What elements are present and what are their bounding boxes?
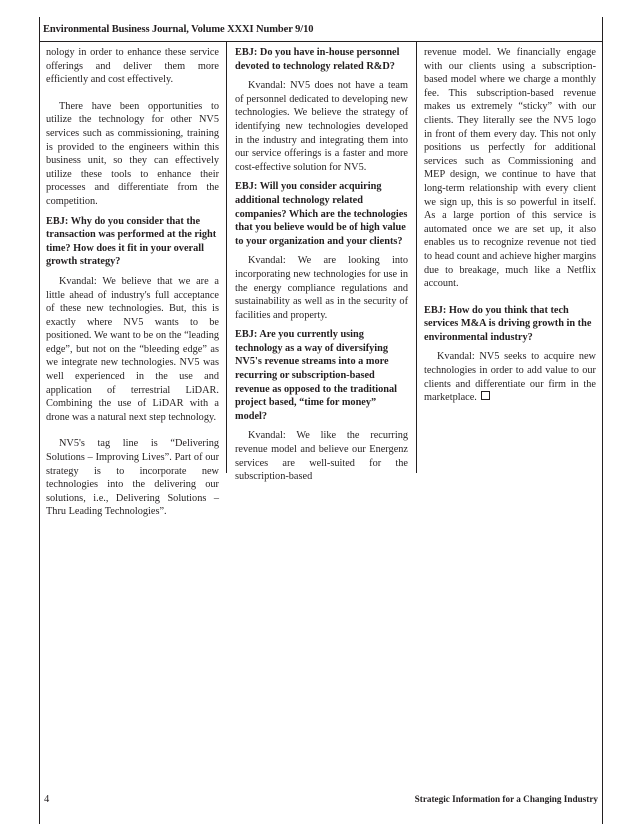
interview-question: EBJ: Will you consider acquiring additional technology related companies? Which are the technologies that you believe would be of high value to your organization and your clients? xyxy=(235,181,408,247)
interview-question: EBJ: Are you currently using technology as a way of diversifying NV5's revenue streams into a more recurring or subscription-based revenue as opposed to the traditional project based, “time for money” model? xyxy=(235,329,397,422)
paragraph-text: Kvandal: NV5 seeks to acquire new technologies in order to add value to our clients and differentiate our firm in the marketplace. xyxy=(424,351,596,404)
left-border-line xyxy=(39,17,40,824)
paragraph: Kvandal: We believe that we are a little ahead of industry's full acceptance of these new technologies. But, this is exactly where NV5 wants to be positioned. We want to be on the “leading edge”, but not on the “bleeding edge” as we integrate new technologies. NV5 was well experienced in the use and application of terrestrial LiDAR. Combining the use of LiDAR with a drone was a natural next step technology. xyxy=(46,275,219,423)
paragraph: Kvandal: NV5 does not have a team of personnel dedicated to developing new technologies. We believe the strategy of identifying new technologies developed in the industry and integrating them into our service offerings is a faster and more cost-effective solution for NV5. xyxy=(235,80,408,173)
interview-question: EBJ: Why do you consider that the transaction was performed at the right time? How does it fit in your overall growth strategy? xyxy=(46,215,217,268)
page-number: 4 xyxy=(44,794,50,805)
article-column-2 xyxy=(235,46,408,484)
paragraph: Kvandal: We like the recurring revenue model and believe our Energenz services are well-suited for the subscription-based xyxy=(235,430,408,483)
interview-question: EBJ: How do you think that tech services M&A is driving growth in the environmental industry? xyxy=(424,304,592,343)
journal-header: Environmental Business Journal, Volume XXXI Number 9/10 xyxy=(43,24,314,35)
paragraph: Kvandal: We are looking into incorporating new technologies for use in the energy compliance regulations and sustainability as well as in the security of facilities and property. xyxy=(235,255,408,321)
paragraph: There have been opportunities to utilize the technology for other NV5 services such as commissioning, training is provided to the engineers within this business unit, so they can effectively utilize these tools to enhance their processes and differentiate from the competition. xyxy=(46,100,219,207)
right-border-line xyxy=(602,17,603,824)
paragraph: NV5's tag line is “Delivering Solutions – Improving Lives”. Part of our strategy is to incorporate new technologies into the delivering our solutions, i.e., Delivering Solutions – Thru Leading Technologies”. xyxy=(46,438,219,518)
interview-question: EBJ: Do you have in-house personnel devoted to technology related R&D? xyxy=(235,47,400,72)
column-divider-2 xyxy=(416,41,417,473)
header-rule xyxy=(39,41,603,42)
footer-tagline: Strategic Information for a Changing Industry xyxy=(414,794,598,804)
column-divider-1 xyxy=(226,41,227,473)
end-of-article-icon xyxy=(481,391,490,400)
article-column-3 xyxy=(424,46,596,405)
paragraph: revenue model. We financially engage with our clients using a subscription- based model where we charge a monthly fee. This subscription-based revenue makes us extremely “sticky” with our clients. They literally see the NV5 logo in front of them every day. This not only positions us perfectly for additional services such as Commissioning and MEP design, we continue to have that long-term relationship with every client we sign up, this is so powerful in itself. As a large portion of this service is automated once we are set up, it also enables us to recognize revenue not tied to head count and achieve higher margins due to breakage, much like a Netflix account. xyxy=(424,47,596,290)
article-column-1 xyxy=(46,46,219,519)
paragraph: nology in order to enhance these service offerings and deliver them more efficiently and cost effectively. xyxy=(46,47,219,86)
paragraph xyxy=(424,350,596,404)
